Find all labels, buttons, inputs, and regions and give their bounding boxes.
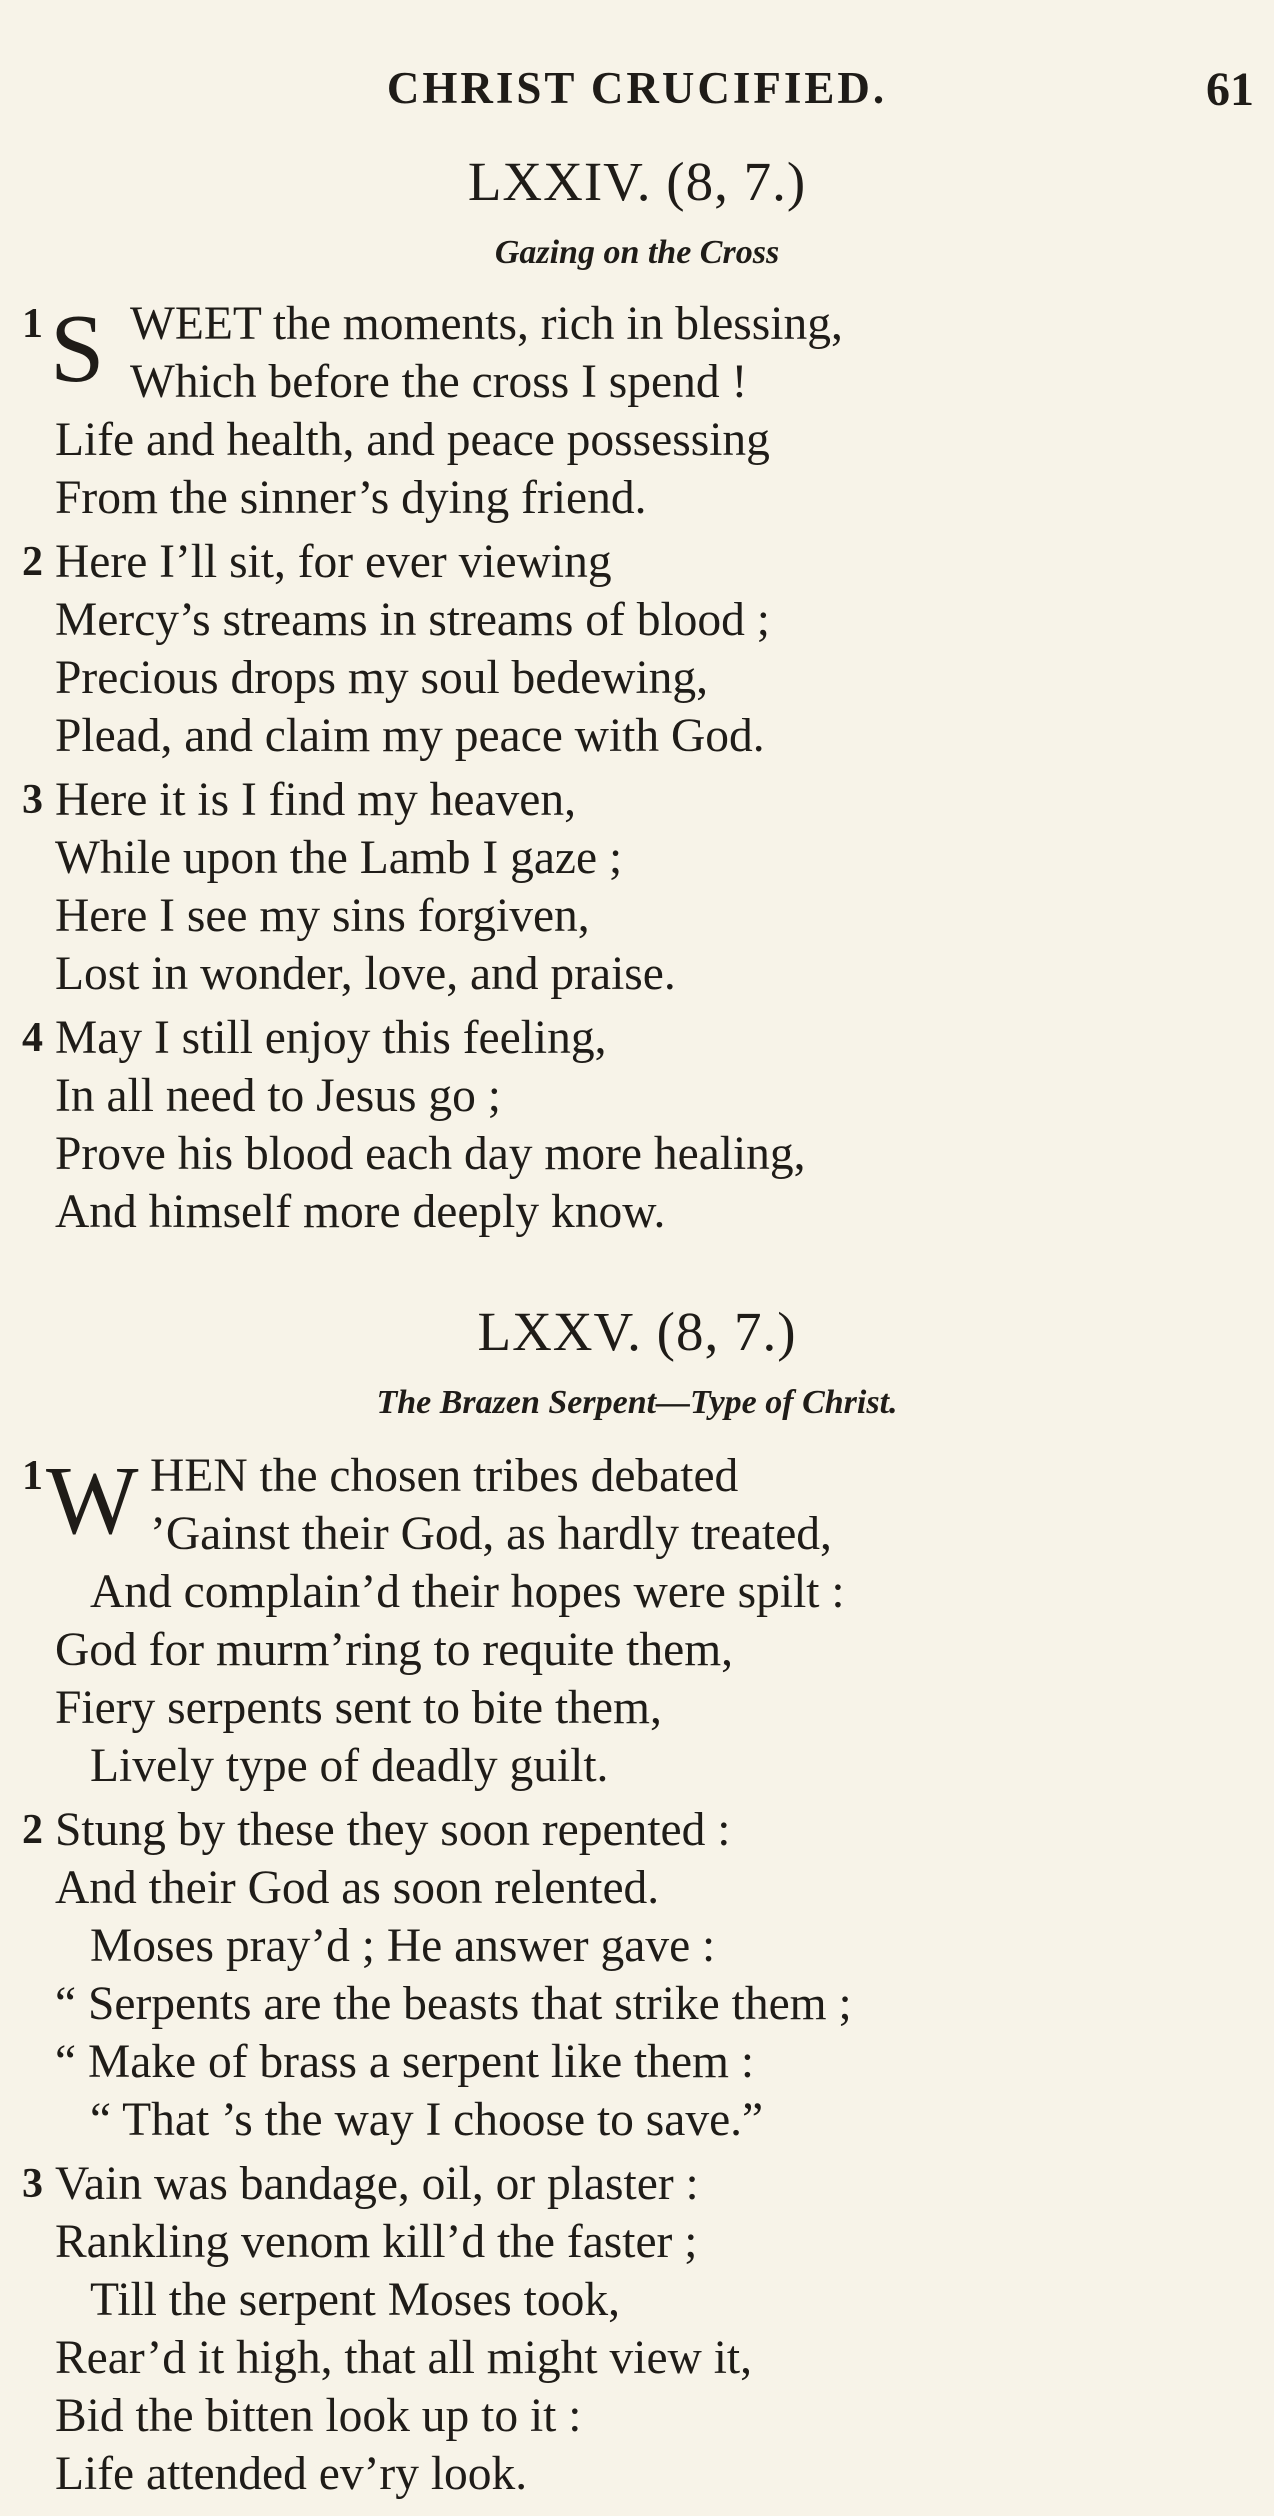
verse-line: While upon the Lamb I gaze ;: [55, 832, 623, 884]
verse-line: “ That ’s the way I choose to save.”: [90, 2094, 764, 2146]
verse-line: Precious drops my soul bedewing,: [55, 652, 709, 704]
verse-line: ’Gainst their God, as hardly treated,: [150, 1508, 832, 1560]
verse-line: Here I’ll sit, for ever viewing: [55, 536, 612, 588]
verse-line: Lost in wonder, love, and praise.: [55, 948, 676, 1000]
verse-line: And their God as soon relented.: [55, 1862, 660, 1914]
verse-line: Bid the bitten look up to it :: [55, 2390, 582, 2442]
verse-line: Mercy’s streams in streams of blood ;: [55, 594, 771, 646]
stanza-number: 2: [22, 1807, 43, 1853]
verse-line: HEN the chosen tribes debated: [150, 1450, 739, 1502]
verse-line: Stung by these they soon repented :: [55, 1804, 731, 1856]
verse-line: Rear’d it high, that all might view it,: [55, 2332, 752, 2384]
verse-line: In all need to Jesus go ;: [55, 1070, 501, 1122]
running-head: [0, 62, 1274, 132]
drop-cap: W: [46, 1447, 139, 1555]
stanza-number: 4: [22, 1015, 43, 1061]
verse-line: Here it is I find my heaven,: [55, 774, 577, 826]
verse-line: Rankling venom kill’d the faster ;: [55, 2216, 698, 2268]
verse-line: Which before the cross I spend !: [130, 356, 748, 408]
stanza-number: 3: [22, 2161, 43, 2207]
hymn-74-subtitle: Gazing on the Cross: [494, 234, 780, 271]
verse-line: Fiery serpents sent to bite them,: [55, 1682, 662, 1734]
verse-line: God for murm’ring to requite them,: [55, 1624, 734, 1676]
drop-cap: S: [50, 295, 105, 403]
verse-line: Vain was bandage, oil, or plaster :: [55, 2158, 699, 2210]
verse-line: Plead, and claim my peace with God.: [55, 710, 765, 762]
verse-line: And complain’d their hopes were spilt :: [90, 1566, 845, 1618]
stanza-number: 3: [22, 777, 43, 823]
verse-line: Lively type of deadly guilt.: [90, 1740, 609, 1792]
verse-line: Life attended ev’ry look.: [55, 2448, 528, 2500]
verse-line: Here I see my sins forgiven,: [55, 890, 590, 942]
stanza-number: 2: [22, 539, 43, 585]
verse-line: “ Serpents are the beasts that strike them ;: [55, 1978, 852, 2030]
verse-line: WEET the moments, rich in blessing,: [130, 298, 843, 350]
hymn-75-title: LXXV. (8, 7.): [477, 1301, 797, 1362]
verse-line: Prove his blood each day more healing,: [55, 1128, 806, 1180]
verse-line: “ Make of brass a serpent like them :: [55, 2036, 755, 2088]
verse-line: Till the serpent Moses took,: [90, 2274, 620, 2326]
verse-line: Moses pray’d ; He answer gave :: [90, 1920, 716, 1972]
verse-line: And himself more deeply know.: [55, 1186, 666, 1238]
verse-line: From the sinner’s dying friend.: [55, 472, 647, 524]
hymn-75-subtitle: The Brazen Serpent—Type of Christ.: [376, 1384, 898, 1421]
hymn-74-title: LXXIV. (8, 7.): [467, 151, 807, 212]
verse-line: May I still enjoy this feeling,: [55, 1012, 607, 1064]
stanza-number: 1: [22, 1453, 43, 1499]
verse-line: Life and health, and peace possessing: [55, 414, 770, 466]
stanza-number: 1: [22, 301, 43, 347]
running-title: CHRIST CRUCIFIED.: [386, 63, 888, 113]
page-number: 61: [1206, 63, 1254, 116]
